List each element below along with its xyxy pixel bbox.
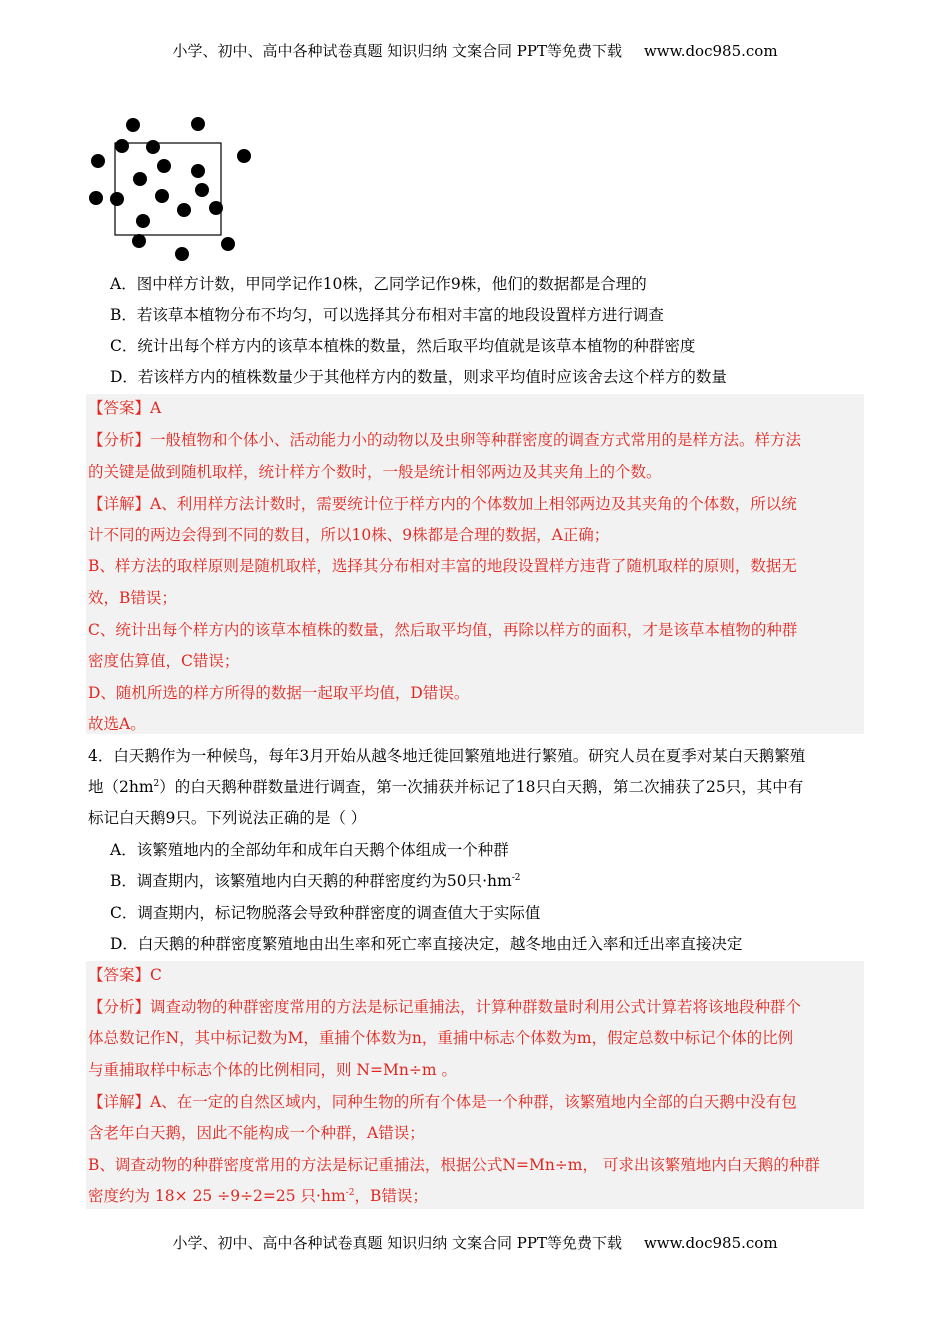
q4-detail-line [88, 1186, 428, 1206]
q4-stem-text: 地（2hm [88, 778, 154, 796]
plant-dot [191, 164, 205, 178]
q4-option-c: C．调查期内，标记物脱落会导致种群密度的调查值大于实际值 [110, 904, 541, 922]
footer-url[interactable]: www.doc985.com [643, 1234, 778, 1252]
plant-dot [133, 172, 147, 186]
q3-conclusion: 故选A。 [88, 715, 146, 733]
plant-dot [157, 159, 171, 173]
q4-option-b-superscript: -2 [511, 873, 521, 883]
plant-dot [209, 201, 223, 215]
q3-option-c: C．统计出每个样方内的该草本植株的数量，然后取平均值就是该草本植物的种群密度 [110, 337, 696, 355]
q4-answer: 【答案】C [88, 966, 162, 984]
q3-detail-line: 计不同的两边会得到不同的数目，所以10株、9株都是合理的数据，A正确； [88, 526, 610, 544]
footer-text: 小学、初中、高中各种试卷真题 知识归纳 文案合同 PPT等免费下载 [172, 1234, 622, 1252]
header-url[interactable]: www.doc985.com [643, 42, 778, 60]
q3-detail-line: 密度估算值，C错误； [88, 652, 240, 670]
q3-option-b: B．若该草本植物分布不均匀，可以选择其分布相对丰富的地段设置样方进行调查 [110, 306, 664, 324]
q4-detail-line: B、调查动物的种群密度常用的方法是标记重捕法，根据公式N=Mn÷m， 可求出该繁殖地内白天鹅的种群 [88, 1156, 820, 1174]
plant-dot [221, 237, 235, 251]
q4-detail-text: 密度约为 18× 25 ÷9÷2=25 只·hm [88, 1187, 346, 1205]
plant-dot [136, 214, 150, 228]
q4-detail-line: 【详解】A、在一定的自然区域内，同种生物的所有个体是一个种群，该繁殖地内全部的白天鹅中没有包 [88, 1093, 797, 1111]
q3-detail-line: B、样方法的取样原则是随机取样，选择其分布相对丰富的地段设置样方违背了随机取样的原则，数据无 [88, 557, 797, 575]
q4-option-a: A．该繁殖地内的全部幼年和成年白天鹅个体组成一个种群 [110, 841, 509, 859]
q3-analysis-line: 的关键是做到随机取样，统计样方个数时，一般是统计相邻两边及其夹角上的个数。 [88, 463, 662, 481]
page-header [0, 40, 950, 61]
q4-detail-text: ，B错误； [354, 1187, 428, 1205]
q4-stem-line: 标记白天鹅9只。下列说法正确的是（ ） [88, 809, 367, 827]
q4-analysis-line: 与重捕取样中标志个体的比例相同，则 N=Mn÷m 。 [88, 1061, 457, 1079]
q3-answer: 【答案】A [88, 399, 162, 417]
plant-dot [89, 191, 103, 205]
q4-detail-line: 含老年白天鹅，因此不能构成一个种群，A错误； [88, 1124, 425, 1142]
q4-detail-superscript: -2 [345, 1188, 355, 1198]
plant-dot [132, 234, 146, 248]
plant-dot [115, 139, 129, 153]
plant-dot [146, 140, 160, 154]
q4-stem-superscript: 2 [153, 779, 160, 789]
q3-option-a: A．图中样方计数，甲同学记作10株，乙同学记作9株，他们的数据都是合理的 [110, 275, 647, 293]
q4-option-b [110, 871, 521, 891]
q3-detail-line: 效，B错误； [88, 589, 177, 607]
header-text: 小学、初中、高中各种试卷真题 知识归纳 文案合同 PPT等免费下载 [172, 42, 622, 60]
q3-detail-line: 【详解】A、利用样方法计数时，需要统计位于样方内的个体数加上相邻两边及其夹角的个体数，所以统 [88, 495, 797, 513]
plant-dot [110, 192, 124, 206]
q4-stem-line: 4．白天鹅作为一种候鸟，每年3月开始从越冬地迁徙回繁殖地进行繁殖。研究人员在夏季对某白天鹅繁殖 [88, 747, 806, 765]
q3-option-d: D．若该样方内的植株数量少于其他样方内的数量，则求平均值时应该舍去这个样方的数量 [110, 368, 727, 386]
q4-stem-line [88, 777, 803, 797]
quadrat-figure [80, 108, 280, 268]
page-footer [0, 1232, 950, 1253]
q3-analysis-line: 【分析】一般植物和个体小、活动能力小的动物以及虫卵等种群密度的调查方式常用的是样方法。样方法 [88, 431, 802, 449]
q4-analysis-line: 体总数记作N，其中标记数为M，重捕个体数为n，重捕中标志个体数为m，假定总数中标记个体的比例 [88, 1029, 794, 1047]
q3-detail-line: D、随机所选的样方所得的数据一起取平均值，D错误。 [88, 684, 470, 702]
plant-dot [155, 189, 169, 203]
q4-stem-text: ）的白天鹅种群数量进行调查，第一次捕获并标记了18只白天鹅，第二次捕获了25只，其中有 [159, 778, 804, 796]
plant-dot [91, 154, 105, 168]
q3-detail-line: C、统计出每个样方内的该草本植株的数量，然后取平均值，再除以样方的面积，才是该草本植物的种群 [88, 621, 798, 639]
plant-dot [191, 117, 205, 131]
q4-option-b-text: B．调查期内，该繁殖地内白天鹅的种群密度约为50只·hm [110, 872, 512, 890]
plant-dot [195, 183, 209, 197]
q4-analysis-line: 【分析】调查动物的种群密度常用的方法是标记重捕法，计算种群数量时利用公式计算若将该地段种群个 [88, 998, 802, 1016]
plant-dot [175, 247, 189, 261]
q4-option-d: D．白天鹅的种群密度繁殖地由出生率和死亡率直接决定，越冬地由迁入率和迁出率直接决定 [110, 935, 743, 953]
plant-dot [177, 203, 191, 217]
plant-dot [126, 118, 140, 132]
plant-dot [237, 149, 251, 163]
